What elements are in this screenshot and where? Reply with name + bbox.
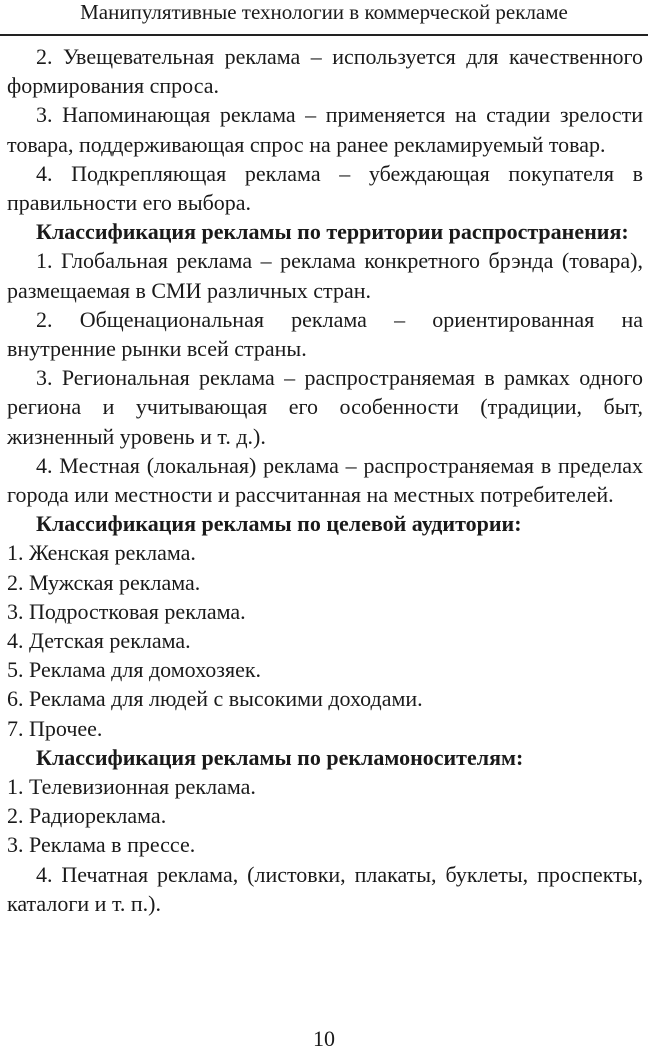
page-body — [7, 42, 643, 918]
paragraph-regional-ad: 3. Региональная реклама – распространяемая в рамках одного региона и учитывающая его особенности (традиции, быт, жизненный уровень и т. д.). — [7, 365, 643, 449]
list-item-audience: 3. Подростковая реклама. — [7, 598, 246, 624]
running-title: Манипулятивные технологии в коммерческой рекламе — [80, 0, 568, 24]
heading-territory-classification: Классификация рекламы по территории распространения: — [36, 219, 629, 245]
list-item-audience: 1. Женская реклама. — [7, 540, 196, 566]
list-item-audience: 2. Мужская реклама. — [7, 569, 201, 595]
list-item-media: 3. Реклама в прессе. — [7, 832, 196, 858]
paragraph-reminder-ad: 3. Напоминающая реклама – применяется на стадии зрелости товара, поддерживающая спрос на ранее рекламируемый товар. — [7, 102, 643, 157]
running-header — [0, 0, 648, 36]
list-item-media: 2. Радиореклама. — [7, 803, 167, 829]
paragraph-national-ad: 2. Общенациональная реклама – ориентированная на внутренние рынки всей страны. — [7, 306, 643, 362]
paragraph-persuasive-ad: 2. Увещевательная реклама – используется для качественного формирования спроса. — [7, 44, 643, 99]
list-item-media: 1. Телевизионная реклама. — [7, 774, 256, 800]
list-item-audience: 7. Прочее. — [7, 715, 103, 741]
paragraph-print-ad: 4. Печатная реклама, (листовки, плакаты, буклеты, проспекты, каталоги и т. п.). — [7, 861, 643, 916]
list-item-audience: 4. Детская реклама. — [7, 628, 191, 654]
paragraph-global-ad: 1. Глобальная реклама – реклама конкретного брэнда (товара), размещаемая в СМИ различных стран. — [7, 248, 643, 303]
heading-media-classification: Классификация рекламы по рекламоносителям: — [36, 744, 524, 770]
paragraph-local-ad: 4. Местная (локальная) реклама – распространяемая в пределах города или местности и рассчитанная на местных потребителей. — [7, 452, 643, 508]
heading-audience-classification: Классификация рекламы по целевой аудитории: — [36, 511, 522, 537]
list-item-audience: 5. Реклама для домохозяек. — [7, 657, 262, 683]
page-number: 10 — [313, 1026, 335, 1051]
list-item-audience: 6. Реклама для людей с высокими доходами. — [7, 686, 423, 712]
paragraph-reinforcing-ad: 4. Подкрепляющая реклама – убеждающая покупателя в правильности его выбора. — [7, 160, 643, 216]
